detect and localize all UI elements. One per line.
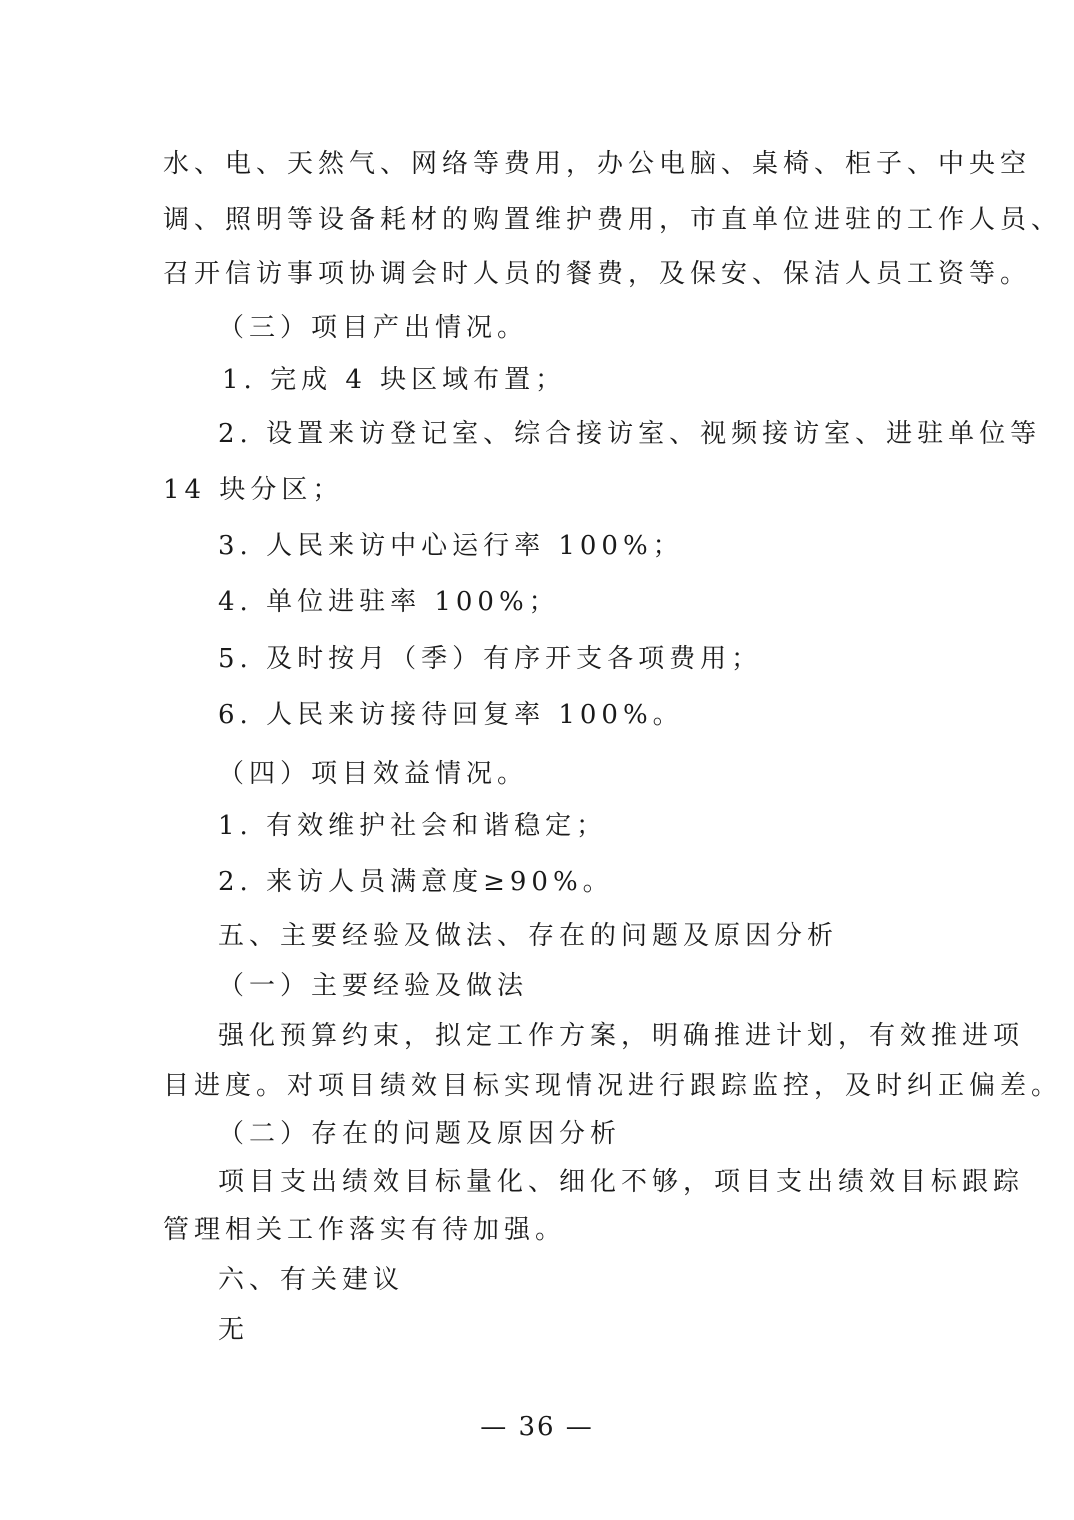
list-item: 3. 人民来访中心运行率 100%； <box>218 531 684 561</box>
paragraph-line: 项目支出绩效目标量化、细化不够，项目支出绩效目标跟踪 <box>218 1167 1025 1197</box>
list-item: 6. 人民来访接待回复率 100%。 <box>218 700 684 730</box>
list-item: 1. 完成 4 块区域布置； <box>222 365 567 395</box>
subsection-heading: （一）主要经验及做法 <box>218 971 529 1001</box>
paragraph-line: 召开信访事项协调会时人员的餐费，及保安、保洁人员工资等。 <box>163 259 1032 289</box>
list-item: 5. 及时按月（季）有序开支各项费用； <box>218 644 763 674</box>
list-item: 1. 有效维护社会和谐稳定； <box>218 811 608 841</box>
section-heading: （三）项目产出情况。 <box>218 313 529 343</box>
paragraph-line: 调、照明等设备耗材的购置维护费用，市直单位进驻的工作人员、 <box>163 205 1063 235</box>
list-item: 2. 设置来访登记室、综合接访室、视频接访室、进驻单位等 <box>218 419 1042 449</box>
paragraph-line: 管理相关工作落实有待加强。 <box>163 1215 567 1245</box>
paragraph-line: 目进度。对项目绩效目标实现情况进行跟踪监控，及时纠正偏差。 <box>163 1071 1063 1101</box>
section-heading: 六、有关建议 <box>218 1265 405 1295</box>
paragraph-line: 水、电、天然气、网络等费用，办公电脑、桌椅、柜子、中央空 <box>163 149 1032 179</box>
subsection-heading: （二）存在的问题及原因分析 <box>218 1119 622 1149</box>
page-number: — 36 — <box>480 1412 594 1442</box>
section-heading: （四）项目效益情况。 <box>218 759 529 789</box>
list-item: 2. 来访人员满意度≥90%。 <box>218 867 614 897</box>
paragraph-line: 强化预算约束，拟定工作方案，明确推进计划，有效推进项 <box>218 1021 1025 1051</box>
paragraph-line: 无 <box>218 1315 250 1345</box>
list-item-continuation: 14 块分区； <box>163 475 344 505</box>
list-item: 4. 单位进驻率 100%； <box>218 587 560 617</box>
section-heading: 五、主要经验及做法、存在的问题及原因分析 <box>218 921 839 951</box>
